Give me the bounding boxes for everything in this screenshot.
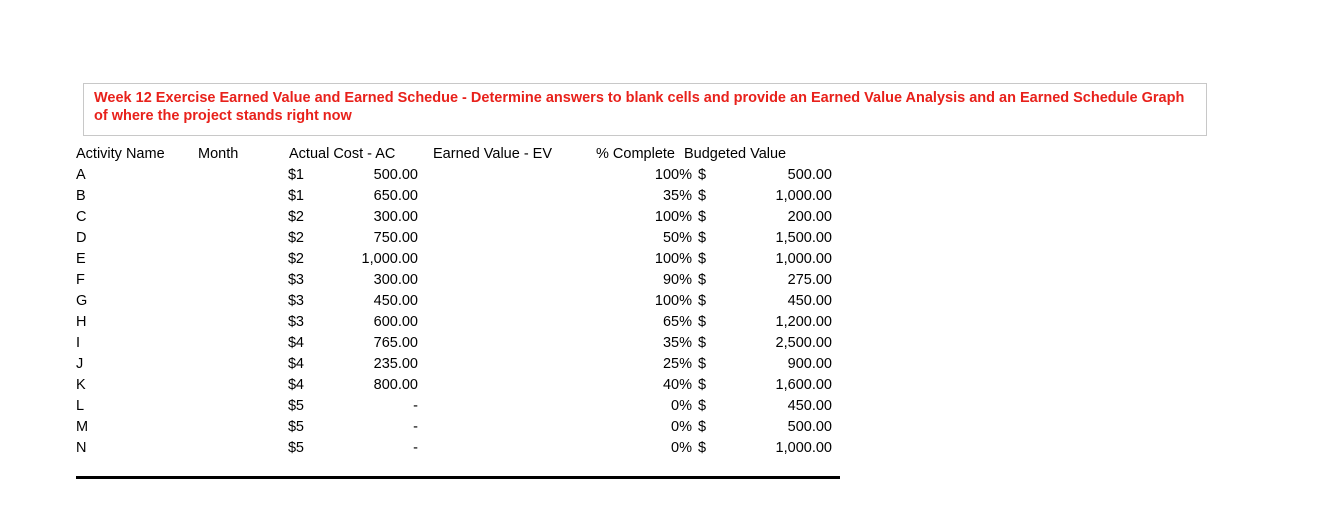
budgeted-value-currency: $ (698, 377, 707, 393)
table-row (76, 291, 856, 312)
percent-complete-cell: 40% (662, 377, 692, 393)
percent-complete-cell: 100% (654, 167, 692, 183)
actual-cost-currency: $ (288, 335, 297, 351)
budgeted-value-cell: 500.00 (787, 167, 832, 183)
actual-cost-cell: 300.00 (373, 272, 418, 288)
earned-value-table (76, 144, 856, 459)
budgeted-value-currency: $ (698, 335, 707, 351)
budgeted-value-cell: 1,200.00 (775, 314, 832, 330)
actual-cost-cell: 300.00 (373, 209, 418, 225)
month-cell: 1 (295, 188, 304, 204)
percent-complete-cell: 0% (671, 419, 692, 435)
month-cell: 2 (295, 251, 304, 267)
activity-name-cell: F (76, 272, 85, 288)
exercise-title: Week 12 Exercise Earned Value and Earned Schedue - Determine answers to blank cells and provide an Earned Value Analysis and an Earned Schedule Graph of where the project stands right now (94, 90, 1185, 124)
budgeted-value-currency: $ (698, 398, 707, 414)
actual-cost-cell: - (413, 440, 418, 456)
activity-name-cell: N (76, 440, 87, 456)
budgeted-value-cell: 1,000.00 (775, 440, 832, 456)
actual-cost-currency: $ (288, 167, 297, 183)
percent-complete-cell: 50% (662, 230, 692, 246)
budgeted-value-cell: 1,000.00 (775, 251, 832, 267)
percent-complete-cell: 0% (671, 440, 692, 456)
percent-complete-cell: 35% (662, 188, 692, 204)
actual-cost-currency: $ (288, 419, 297, 435)
budgeted-value-cell: 900.00 (787, 356, 832, 372)
header-activity-name: Activity Name (76, 146, 165, 162)
budgeted-value-currency: $ (698, 167, 707, 183)
percent-complete-cell: 65% (662, 314, 692, 330)
budgeted-value-currency: $ (698, 440, 707, 456)
table-row (76, 207, 856, 228)
header-earned-value: Earned Value - EV (433, 146, 553, 162)
month-cell: 4 (295, 356, 304, 372)
table-row (76, 249, 856, 270)
table-header-row (76, 144, 856, 165)
month-cell: 4 (295, 335, 304, 351)
activity-name-cell: G (76, 293, 88, 309)
budgeted-value-cell: 200.00 (787, 209, 832, 225)
month-cell: 3 (295, 293, 304, 309)
activity-name-cell: E (76, 251, 86, 267)
budgeted-value-currency: $ (698, 230, 707, 246)
header-budgeted-value: Budgeted Value (684, 146, 787, 162)
actual-cost-cell: 800.00 (373, 377, 418, 393)
table-row (76, 354, 856, 375)
month-cell: 2 (295, 230, 304, 246)
activity-name-cell: A (76, 167, 86, 183)
header-actual-cost: Actual Cost - AC (289, 146, 396, 162)
budgeted-value-currency: $ (698, 314, 707, 330)
table-row (76, 186, 856, 207)
actual-cost-currency: $ (288, 272, 297, 288)
actual-cost-currency: $ (288, 356, 297, 372)
activity-name-cell: C (76, 209, 87, 225)
budgeted-value-cell: 275.00 (787, 272, 832, 288)
actual-cost-cell: - (413, 419, 418, 435)
actual-cost-currency: $ (288, 377, 297, 393)
actual-cost-currency: $ (288, 440, 297, 456)
percent-complete-cell: 100% (654, 293, 692, 309)
table-row (76, 333, 856, 354)
header-percent-complete: % Complete (596, 146, 675, 162)
exercise-title-box (83, 83, 1207, 136)
table-row (76, 312, 856, 333)
percent-complete-cell: 90% (662, 272, 692, 288)
actual-cost-currency: $ (288, 188, 297, 204)
actual-cost-currency: $ (288, 293, 297, 309)
activity-name-cell: H (76, 314, 87, 330)
table-row (76, 270, 856, 291)
percent-complete-cell: 25% (662, 356, 692, 372)
actual-cost-cell: 1,000.00 (361, 251, 418, 267)
budgeted-value-currency: $ (698, 293, 707, 309)
activity-name-cell: K (76, 377, 86, 393)
actual-cost-currency: $ (288, 209, 297, 225)
percent-complete-cell: 35% (662, 335, 692, 351)
budgeted-value-cell: 2,500.00 (775, 335, 832, 351)
activity-name-cell: D (76, 230, 87, 246)
table-row (76, 438, 856, 459)
actual-cost-cell: 450.00 (373, 293, 418, 309)
budgeted-value-cell: 1,600.00 (775, 377, 832, 393)
budgeted-value-currency: $ (698, 419, 707, 435)
budgeted-value-currency: $ (698, 356, 707, 372)
actual-cost-cell: 650.00 (373, 188, 418, 204)
month-cell: 4 (295, 377, 304, 393)
activity-name-cell: I (76, 335, 81, 351)
actual-cost-cell: 750.00 (373, 230, 418, 246)
budgeted-value-currency: $ (698, 209, 707, 225)
month-cell: 5 (295, 440, 304, 456)
table-row (76, 396, 856, 417)
activity-name-cell: L (76, 398, 85, 414)
budgeted-value-currency: $ (698, 188, 707, 204)
table-row (76, 417, 856, 438)
actual-cost-cell: 500.00 (373, 167, 418, 183)
activity-name-cell: B (76, 188, 86, 204)
actual-cost-cell: 765.00 (373, 335, 418, 351)
month-divider-line (76, 476, 840, 479)
table-row (76, 228, 856, 249)
budgeted-value-cell: 500.00 (787, 419, 832, 435)
budgeted-value-currency: $ (698, 251, 707, 267)
header-month: Month (198, 146, 239, 162)
actual-cost-currency: $ (288, 398, 297, 414)
actual-cost-cell: 600.00 (373, 314, 418, 330)
budgeted-value-cell: 1,000.00 (775, 188, 832, 204)
month-cell: 3 (295, 272, 304, 288)
month-cell: 2 (295, 209, 304, 225)
table-row (76, 165, 856, 186)
percent-complete-cell: 0% (671, 398, 692, 414)
table-body (76, 165, 856, 459)
month-cell: 5 (295, 398, 304, 414)
percent-complete-cell: 100% (654, 209, 692, 225)
actual-cost-currency: $ (288, 230, 297, 246)
activity-name-cell: M (76, 419, 89, 435)
actual-cost-cell: - (413, 398, 418, 414)
budgeted-value-cell: 450.00 (787, 398, 832, 414)
actual-cost-cell: 235.00 (373, 356, 418, 372)
month-cell: 1 (295, 167, 304, 183)
actual-cost-currency: $ (288, 251, 297, 267)
table-row (76, 375, 856, 396)
actual-cost-currency: $ (288, 314, 297, 330)
activity-name-cell: J (76, 356, 84, 372)
month-cell: 5 (295, 419, 304, 435)
budgeted-value-currency: $ (698, 272, 707, 288)
month-cell: 3 (295, 314, 304, 330)
budgeted-value-cell: 1,500.00 (775, 230, 832, 246)
percent-complete-cell: 100% (654, 251, 692, 267)
budgeted-value-cell: 450.00 (787, 293, 832, 309)
